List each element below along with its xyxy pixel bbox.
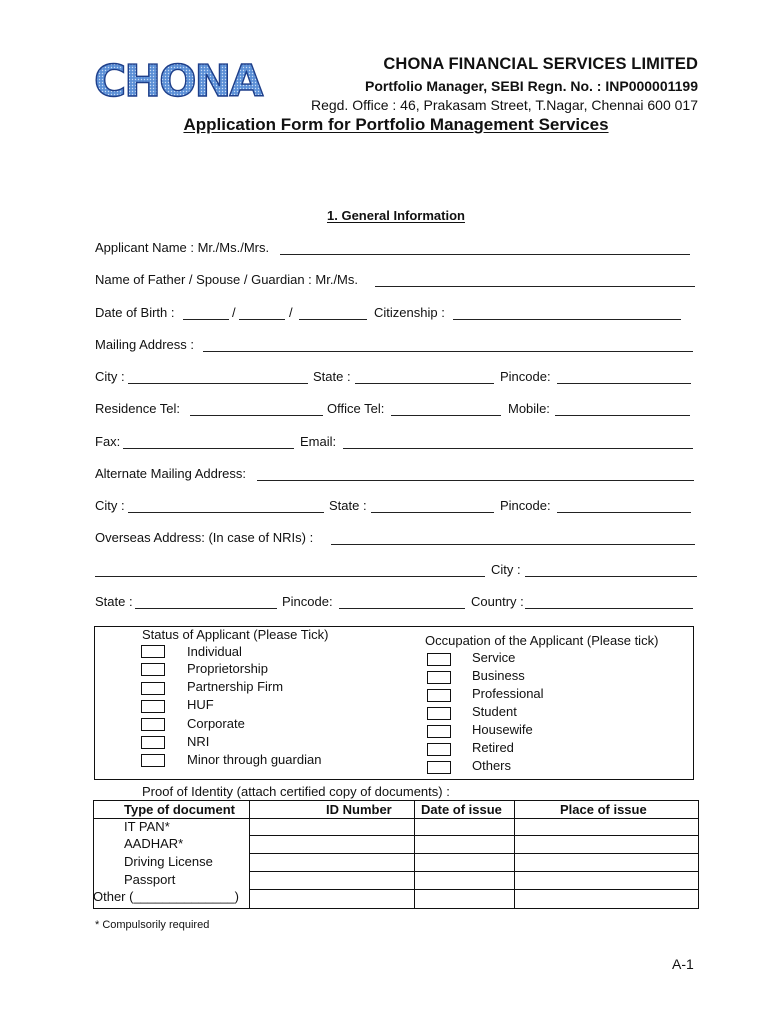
occupation-option: Others (472, 758, 512, 773)
mobile-label: Mobile: (508, 401, 550, 416)
logo-text: CHONA (94, 56, 262, 107)
sebi-registration: Portfolio Manager, SEBI Regn. No. : INP000001199 (365, 78, 698, 94)
country-field[interactable] (525, 608, 693, 609)
fax-email-row (95, 434, 700, 454)
document-type: Driving License (124, 854, 213, 869)
citizenship-label: Citizenship : (374, 305, 445, 320)
page-number: A-1 (672, 956, 694, 972)
company-name: CHONA FINANCIAL SERVICES LIMITED (383, 55, 698, 73)
occupation-option: Professional (472, 686, 544, 701)
occupation-housewife-checkbox[interactable] (427, 725, 451, 738)
father-name-field[interactable] (375, 286, 695, 287)
overseas-state-field[interactable] (135, 608, 277, 609)
email-label: Email: (300, 434, 337, 449)
dob-month-field[interactable] (239, 319, 285, 320)
overseas-city-row (95, 562, 700, 582)
status-proprietorship-checkbox[interactable] (141, 663, 165, 676)
occupation-option: Housewife (472, 722, 533, 737)
state-label: State : (329, 498, 367, 513)
dob-label: Date of Birth : (95, 305, 175, 320)
occupation-heading: Occupation of the Applicant (Please tick) (425, 633, 659, 648)
occupation-professional-checkbox[interactable] (427, 689, 451, 702)
applicant-name-row (95, 240, 700, 260)
status-option: Corporate (187, 716, 245, 731)
overseas-address-row (95, 530, 700, 550)
pincode-field[interactable] (557, 383, 691, 384)
mobile-field[interactable] (555, 415, 690, 416)
city-field[interactable] (128, 383, 308, 384)
overseas-address-line2-field[interactable] (95, 576, 485, 577)
alt-state-field[interactable] (371, 512, 494, 513)
pincode-label: Pincode: (500, 498, 551, 513)
status-nri-checkbox[interactable] (141, 736, 165, 749)
column-header: ID Number (326, 802, 392, 817)
occupation-student-checkbox[interactable] (427, 707, 451, 720)
status-option: Partnership Firm (187, 679, 284, 694)
applicant-name-label: Applicant Name : Mr./Ms./Mrs. (95, 240, 270, 255)
father-name-row (95, 272, 700, 292)
dob-separator: / (289, 305, 293, 320)
overseas-address-field[interactable] (331, 544, 695, 545)
office-tel-field[interactable] (391, 415, 501, 416)
column-header: Date of issue (421, 802, 502, 817)
column-header: Type of document (124, 802, 235, 817)
fax-field[interactable] (123, 448, 294, 449)
state-field[interactable] (355, 383, 494, 384)
status-corporate-checkbox[interactable] (141, 718, 165, 731)
country-label: Country : (471, 594, 524, 609)
column-header: Place of issue (560, 802, 647, 817)
city-state-row (95, 369, 700, 389)
applicant-name-field[interactable] (280, 254, 690, 255)
registered-office: Regd. Office : 46, Prakasam Street, T.Nagar, Chennai 600 017 (310, 97, 698, 113)
dob-day-field[interactable] (183, 319, 229, 320)
document-type: AADHAR* (124, 836, 184, 851)
overseas-address-label: Overseas Address: (In case of NRIs) : (95, 530, 314, 545)
occupation-option: Business (472, 668, 525, 683)
status-option: Minor through guardian (187, 752, 322, 767)
status-individual-checkbox[interactable] (141, 645, 165, 658)
pincode-label: Pincode: (500, 369, 551, 384)
occupation-business-checkbox[interactable] (427, 671, 451, 684)
mailing-address-label: Mailing Address : (95, 337, 194, 352)
office-tel-label: Office Tel: (327, 401, 385, 416)
status-occupation-box (94, 626, 694, 780)
status-option: NRI (187, 734, 210, 749)
status-heading: Status of Applicant (Please Tick) (142, 627, 329, 642)
overseas-pincode-field[interactable] (339, 608, 465, 609)
status-partnership-checkbox[interactable] (141, 682, 165, 695)
occupation-service-checkbox[interactable] (427, 653, 451, 666)
footnote: * Compulsorily required (95, 919, 210, 931)
alt-city-state-row (95, 498, 700, 518)
mailing-address-field[interactable] (203, 351, 693, 352)
email-field[interactable] (343, 448, 693, 449)
alt-pincode-field[interactable] (557, 512, 691, 513)
company-logo (92, 54, 262, 107)
overseas-state-row (95, 594, 700, 614)
document-type: IT PAN* (124, 819, 170, 834)
document-type: Other (______________) (93, 889, 240, 904)
occupation-option: Retired (472, 740, 514, 755)
city-label: City : (95, 498, 125, 513)
dob-separator: / (232, 305, 236, 320)
occupation-option: Service (472, 650, 516, 665)
proof-of-identity-table (93, 800, 699, 910)
alt-address-label: Alternate Mailing Address: (95, 466, 247, 481)
state-label: State : (313, 369, 351, 384)
citizenship-field[interactable] (453, 319, 681, 320)
status-option: Individual (187, 644, 242, 659)
status-option: HUF (187, 697, 214, 712)
status-huf-checkbox[interactable] (141, 700, 165, 713)
document-type: Passport (124, 872, 176, 887)
form-title: Application Form for Portfolio Management Services (183, 115, 609, 134)
overseas-city-field[interactable] (525, 576, 697, 577)
fax-label: Fax: (95, 434, 121, 449)
occupation-retired-checkbox[interactable] (427, 743, 451, 756)
alt-address-row (95, 466, 700, 486)
status-minor-checkbox[interactable] (141, 754, 165, 767)
mailing-address-row (95, 337, 700, 357)
dob-row (95, 305, 700, 325)
telephone-row (95, 401, 700, 421)
alt-address-field[interactable] (257, 480, 694, 481)
pincode-label: Pincode: (282, 594, 333, 609)
city-label: City : (491, 562, 521, 577)
occupation-option: Student (472, 704, 517, 719)
section-title: 1. General Information (327, 208, 465, 223)
occupation-others-checkbox[interactable] (427, 761, 451, 774)
father-name-label: Name of Father / Spouse / Guardian : Mr./Ms. (95, 272, 358, 287)
state-label: State : (95, 594, 133, 609)
residence-tel-label: Residence Tel: (95, 401, 181, 416)
city-label: City : (95, 369, 125, 384)
proof-of-identity-heading: Proof of Identity (attach certified copy of documents) : (142, 784, 450, 799)
residence-tel-field[interactable] (190, 415, 323, 416)
status-option: Proprietorship (187, 661, 268, 676)
alt-city-field[interactable] (128, 512, 324, 513)
dob-year-field[interactable] (299, 319, 367, 320)
